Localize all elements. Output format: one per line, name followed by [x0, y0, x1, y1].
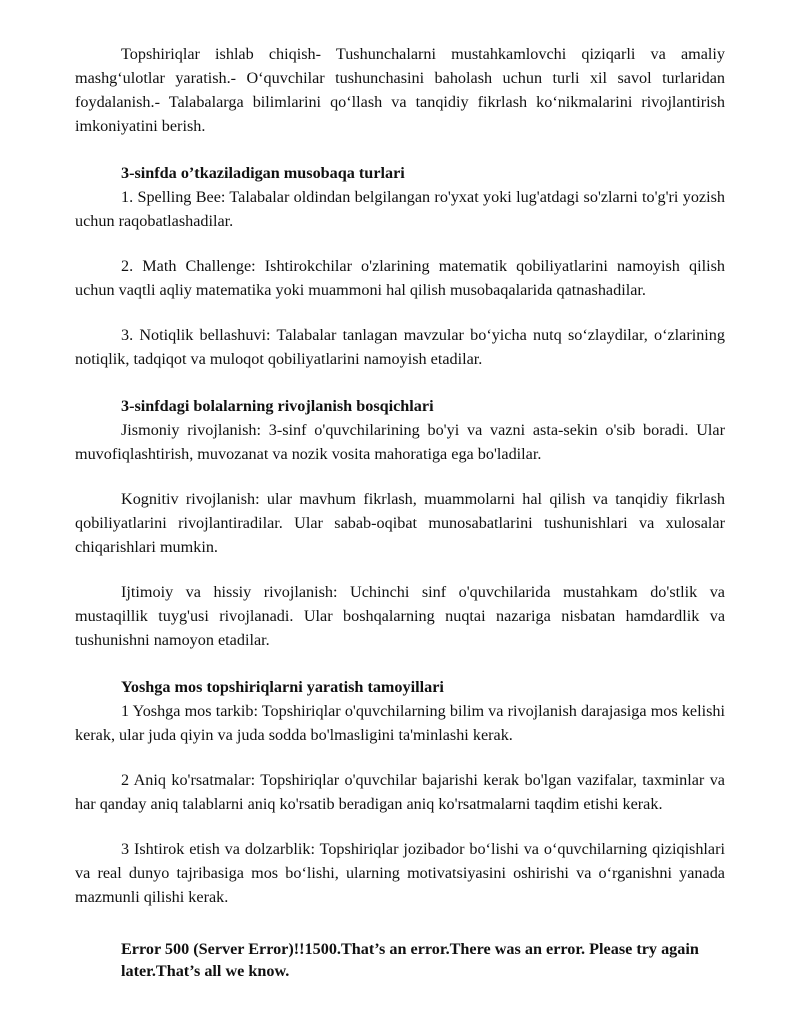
paragraph-math-challenge: 2. Math Challenge: Ishtirokchilar o'zlarining matematik qobiliyatlarini namoyish qilish uchun vaqtli aqliy matematika yoki muammoni hal qilish musobaqalarida qatnashadilar.: [75, 257, 725, 299]
error-message: Error 500 (Server Error)!!1500.That’s an error.There was an error. Please try again later.That’s all we know.: [121, 940, 699, 980]
paragraph-physical: Jismoniy rivojlanish: 3-sinf o'quvchilarining bo'yi va vazni asta-sekin o'sib boradi. Ular muvofiqlashtirish, muvozanat va nozik vosita mahoratiga ega bo'ladilar.: [75, 421, 725, 463]
paragraph-social: Ijtimoiy va hissiy rivojlanish: Uchinchi sinf o'quvchilarida mustahkam do'stlik va mustaqillik tuyg'usi rivojlanadi. Ular boshqalarning nuqtai nazariga nisbatan hamdardlik va tushunishni namoyon etadilar.: [75, 583, 725, 649]
paragraph-cognitive: Kognitiv rivojlanish: ular mavhum fikrlash, muammolarni hal qilish va tanqidiy fikrlash qobiliyatlarini rivojlantiradilar. Ular sabab-oqibat munosabatlarini tushunishlari va xulosalar chiqarishlari mumkin.: [75, 490, 725, 556]
paragraph-notiqlik: 3. Notiqlik bellashuvi: Talabalar tanlagan mavzular bo‘yicha nutq so‘zlaydilar, o‘zlarining notiqlik, tadqiqot va muloqot qobiliyatlarini namoyish etadilar.: [75, 326, 725, 368]
paragraph-age-content: 1 Yoshga mos tarkib: Topshiriqlar o'quvchilarning bilim va rivojlanish darajasiga mos kelishi kerak, ular juda qiyin va juda sodda bo'lmasligini ta'minlashi kerak.: [75, 702, 725, 744]
intro-paragraph: Topshiriqlar ishlab chiqish- Tushunchalarni mustahkamlovchi qiziqarli va amaliy mashg‘ulotlar yaratish.- O‘quvchilar tushunchasini baholash uchun turli xil savol turlaridan foydalanish.- Talabalarga bilimlarini qo‘llash va tanqidiy fikrlash ko‘nikmalarini rivojlantirish imkoniyatini berish.: [75, 45, 725, 135]
section-heading-development: 3-sinfdagi bolalarning rivojlanish bosqichlari: [121, 397, 434, 415]
paragraph-engagement: 3 Ishtirok etish va dolzarblik: Topshiriqlar jozibador bo‘lishi va o‘quvchilarning qiziqishlari va real dunyo tajribasiga mos bo‘lishi, ularning motivatsiyasini oshirishi va o‘rganishni yanada mazmunli qilishi kerak.: [75, 840, 725, 906]
section-heading-competitions: 3-sinfda o’tkaziladigan musobaqa turlari: [121, 164, 405, 182]
paragraph-instructions: 2 Aniq ko'rsatmalar: Topshiriqlar o'quvchilar bajarishi kerak bo'lgan vazifalar, taxminlar va har qanday aniq talablarni aniq ko'rsatib beradigan aniq ko'rsatmalarni taqdim etishi kerak.: [75, 771, 725, 813]
section-heading-principles: Yoshga mos topshiriqlarni yaratish tamoyillari: [121, 678, 444, 696]
paragraph-spelling-bee: 1. Spelling Bee: Talabalar oldindan belgilangan ro'yxat yoki lug'atdagi so'zlarni to'g'ri yozish uchun raqobatlashadilar.: [75, 188, 725, 230]
